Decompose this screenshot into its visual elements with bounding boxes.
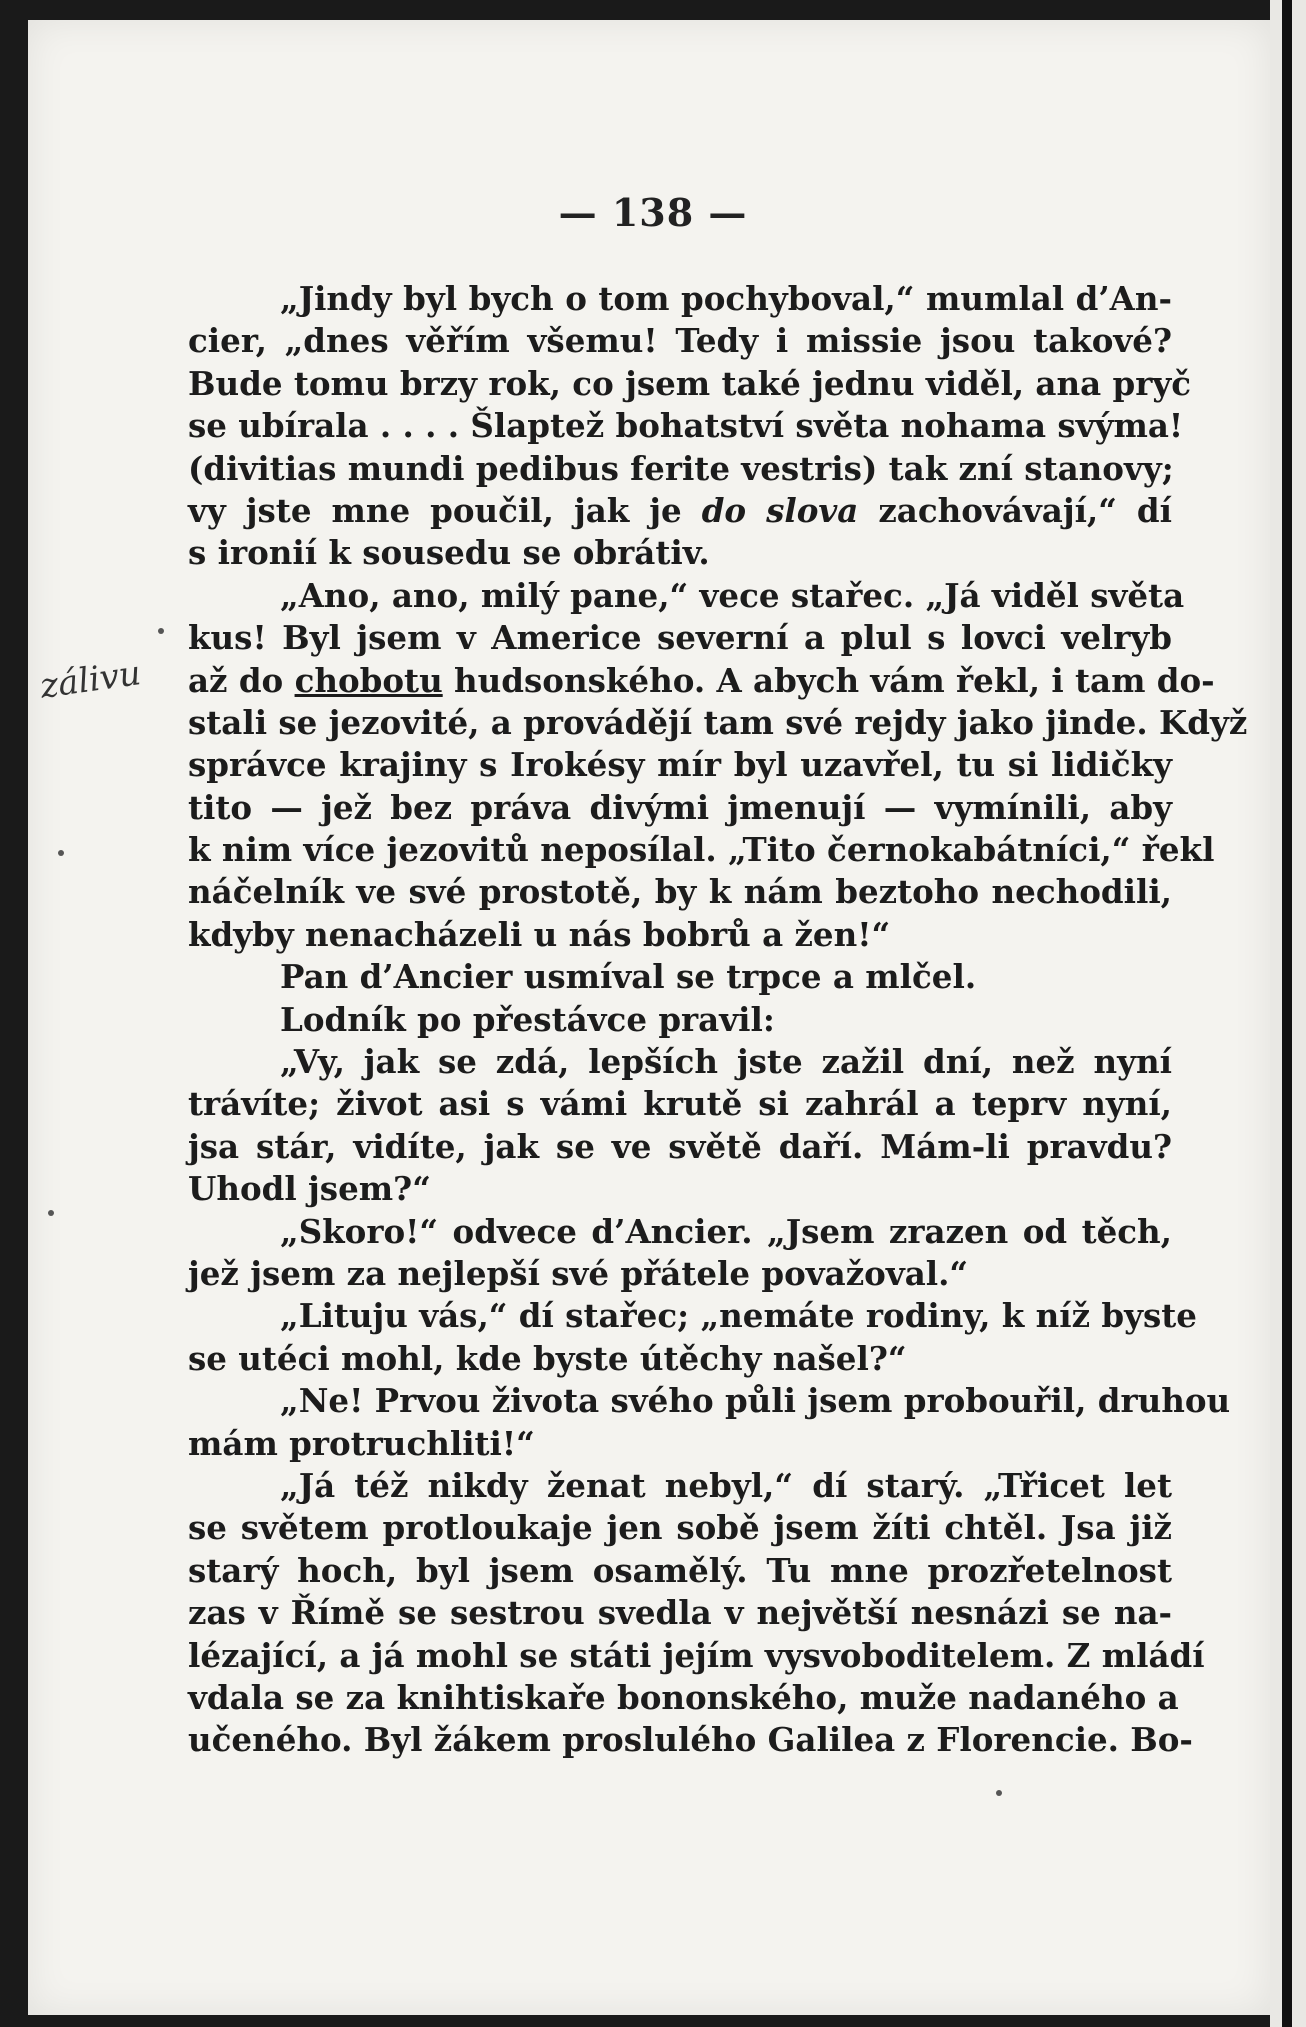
text-span: zachovávají,“ dí — [878, 490, 1172, 530]
text-line: s ironií k sousedu se obrátiv. — [188, 533, 710, 573]
text-line: trávíte; život asi s vámi krutě si zahrál a teprv nyní, — [188, 1084, 1172, 1124]
text-line: „Lituju vás,“ dí stařec; „nemáte rodiny, k níž byste — [280, 1296, 1197, 1336]
ink-dot — [48, 1210, 54, 1216]
text-line: vdala se za knihtiskaře bononského, muže nadaného a — [188, 1677, 1179, 1717]
underlined-word: chobotu — [294, 660, 443, 700]
text-line: se utéci mohl, kde byste útěchy našel?“ — [188, 1338, 907, 1378]
text-line — [188, 660, 1215, 702]
text-line: „Ne! Prvou života svého půli jsem probouřil, druhou — [280, 1381, 1231, 1421]
text-span: až do — [188, 660, 284, 700]
text-line: (divitias mundi pedibus ferite vestris) tak zní stanovy; — [188, 448, 1174, 488]
text-line: „Já též nikdy ženat nebyl,“ dí starý. „Třicet let — [280, 1465, 1172, 1505]
text-line: „Skoro!“ odvece d’Ancier. „Jsem zrazen od těch, — [280, 1211, 1172, 1251]
text-line: „Jindy byl bych o tom pochyboval,“ mumlal d’An- — [280, 279, 1172, 318]
italic-emphasis: do slova — [701, 490, 859, 530]
ink-dot — [996, 1790, 1002, 1796]
ink-dot — [158, 628, 164, 634]
text-line: se ubírala . . . . Šlaptež bohatství světa nohama svýma! — [188, 406, 1184, 446]
text-line: Uhodl jsem?“ — [188, 1169, 431, 1209]
binding-edge — [1282, 0, 1292, 2027]
text-line: „Ano, ano, milý pane,“ vece stařec. „Já viděl světa — [280, 575, 1185, 615]
text-line: Pan d’Ancier usmíval se trpce a mlčel. — [280, 957, 977, 997]
ink-dot — [58, 850, 64, 856]
text-span: hudsonského. A abych vám řekl, i tam do- — [454, 660, 1215, 700]
text-line: zas v Římě se sestrou svedla v největší nesnázi se na- — [188, 1593, 1172, 1633]
text-line: jsa stár, vidíte, jak se ve světě daří. Mám-li pravdu? — [188, 1126, 1172, 1166]
page-edge — [1270, 0, 1306, 2027]
text-line: tito — jež bez práva divými jmenují — vymínili, aby — [188, 787, 1172, 827]
text-line: kus! Byl jsem v Americe severní a plul s lovci velryb — [188, 618, 1172, 658]
text-line: Lodník po přestávce pravil: — [280, 999, 775, 1039]
text-line: lézající, a já mohl se státi jejím vysvoboditelem. Z mládí — [188, 1635, 1205, 1675]
text-line: kdyby nenacházeli u nás bobrů a žen!“ — [188, 914, 891, 954]
text-line: náčelník ve své prostotě, by k nám beztoho nechodili, — [188, 872, 1172, 912]
handwritten-margin-note: zálivu — [37, 653, 144, 707]
text-line: mám protruchliti!“ — [188, 1423, 535, 1463]
text-line — [188, 490, 1172, 532]
text-line: „Vy, jak se zdá, lepších jste zažil dní, než nyní — [280, 1042, 1172, 1082]
text-line: stali se jezovité, a provádějí tam své rejdy jako jinde. Když — [188, 702, 1248, 742]
text-line: Bude tomu brzy rok, co jsem také jednu viděl, ana pryč — [188, 363, 1192, 403]
text-line: správce krajiny s Irokésy mír byl uzavřel, tu si lidičky — [188, 745, 1172, 785]
text-line: cier, „dnes věřím všemu! Tedy i missie jsou takové? — [188, 321, 1172, 361]
body-text — [188, 278, 1248, 1762]
text-span: vy jste mne poučil, jak je — [188, 490, 682, 530]
text-line: učeného. Byl žákem proslulého Galilea z Florencie. Bo- — [188, 1720, 1193, 1760]
page-number: — 138 — — [558, 190, 748, 235]
text-line: starý hoch, byl jsem osamělý. Tu mne prozřetelnost — [188, 1550, 1172, 1590]
text-line: k nim více jezovitů neposílal. „Tito černokabátníci,“ řekl — [188, 830, 1215, 870]
text-line: se světem protloukaje jen sobě jsem žíti chtěl. Jsa již — [188, 1508, 1172, 1548]
text-line: jež jsem za nejlepší své přátele považoval.“ — [188, 1253, 969, 1293]
